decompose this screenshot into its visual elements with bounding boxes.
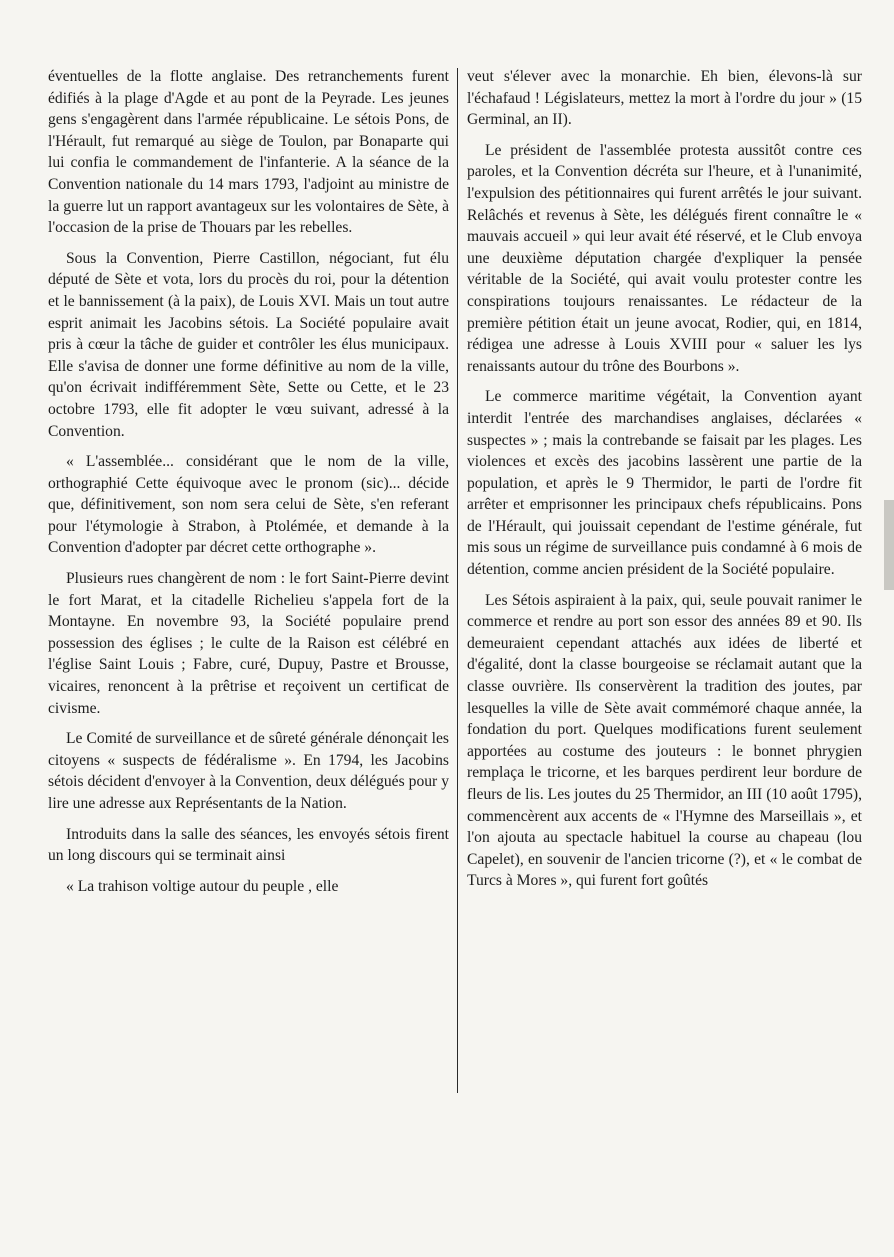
paragraph-expulsion: Le président de l'assemblée protesta aussitôt contre ces paroles, et la Convention décréta sur l'heure, et à l'unanimité, l'expulsion des pétitionnaires qui furent arrêtés le jour suivant. Relâchés et revenus à Sète, les délégués firent connaître le « mauvais accueil » qui leur avait été réservé, et le Club envoya une deuxième députation chargée d'expliquer la pensée véritable de la Société, qui avait voulu protester contre les conspirations toujours renaissantes. Le rédacteur de la première pétition était un jeune avocat, Rodier, qui, en 1814, rédigea une adresse à Louis XVIII pour « saluer les lys renaissants autour du trône des Bourbons ». xyxy=(467,141,862,375)
right-column xyxy=(467,66,862,901)
paragraph-assembly-quote: « L'assemblée... considérant que le nom de la ville, orthographié Cette équivoque avec le pronom (sic)... décide que, définitivement, son nom sera celui de Sète, s'en referant pour l'étymologie à Strabon, à Ptolémée, et demande à la Convention d'adopter par décret cette orthographe ». xyxy=(48,453,449,557)
paragraph-maritime-commerce: Le commerce maritime végétait, la Convention ayant interdit l'entrée des marchandises anglaises, déclarées « suspectes » ; mais la contrebande se faisait par les plages. Les violences et excès des jacobins lassèrent une partie de la population, et après le 9 Thermidor, le parti de l'ordre fit arrêter et emprisonner les principaux chefs républicains. Pons de l'Hérault, qui jouissait cependant de l'estime générale, fut mis sous un régime de surveillance puis condamné à 6 mois de détention, comme ancien président de la Société populaire. xyxy=(467,388,862,579)
paragraph-treason-quote: « La trahison voltige autour du peuple , elle xyxy=(66,877,339,895)
paragraph-streets-renamed: Plusieurs rues changèrent de nom : le fort Saint-Pierre devint le fort Marat, et la citadelle Richelieu s'appela fort de la Montayne. En novembre 93, la Société populaire prend possession des églises ; le culte de la Raison est célébré en l'église Saint Louis ; Fabre, curé, Dupuy, Pastre et Brousse, vicaires, renoncent à la prêtrise et reçoivent un certificat de civisme. xyxy=(48,570,449,717)
scan-margin-shadow xyxy=(884,500,894,590)
paragraph-surveillance-committee: Le Comité de surveillance et de sûreté générale dénonçait les citoyens « suspects de fédéralisme ». En 1794, les Jacobins sétois décident d'envoyer à la Convention, deux délégués pour y lire une adresse aux Représentants de la Nation. xyxy=(48,730,449,812)
paragraph-defences: éventuelles de la flotte anglaise. Des retranchements furent édifiés à la plage d'Agde et au pont de la Peyrade. Les jeunes gens s'engagèrent dans l'armée républicaine. Le sétois Pons, de l'Hérault, fut remarqué au siège de Toulon, par Bonaparte qui lui confia le commandement de l'infanterie. A la séance de la Convention nationale du 14 mars 1793, l'adjoint au ministre de la guerre lut un rapport avantageux sur les volontaires de Sète, à l'occasion de la prise de Thouars par les rebelles. xyxy=(48,68,449,237)
paragraph-monarchy-quote: veut s'élever avec la monarchie. Eh bien, élevons-là sur l'échafaud ! Législateurs, mettez la mort à l'ordre du jour » (15 Germinal, an II). xyxy=(467,68,862,129)
paragraph-envoys: Introduits dans la salle des séances, les envoyés sétois firent un long discours qui se terminait ainsi xyxy=(48,825,449,865)
paragraph-convention: Sous la Convention, Pierre Castillon, négociant, fut élu député de Sète et vota, lors du procès du roi, pour la détention et le bannissement (à la paix), de Louis XVI. Mais un tout autre esprit animait les Jacobins sétois. La Société populaire avait pris à cœur la tâche de guider et contrôler les élus municipaux. Elle s'avisa de donner une forme définitive au nom de la ville, qu'on écrivait indifféremment Sète, Sette ou Cette, et le 23 octobre 1793, elle fit adopter le vœu suivant, adressé à la Convention. xyxy=(48,249,449,440)
paragraph-jousts: Les Sétois aspiraient à la paix, qui, seule pouvait ranimer le commerce et rendre au port son essor des années 89 et 90. Ils demeuraient cependant attachés aux idées de liberté et d'égalité, dont la classe bourgeoise se réclamait autant que la classe ouvrière. Ils conservèrent la tradition des joutes, par lesquelles la ville de Sète avait commémoré chaque année, la fondation du port. Quelques modifications furent seulement apportées au costume des jouteurs : le bonnet phrygien remplaça le tricorne, et les barques perdirent leur bordure de fleurs de lis. Les joutes du 25 Thermidor, an III (10 août 1795), commencèrent aux accents de « l'Hymne des Marseillais », et l'on ajouta au spectacle habituel la course au chapeau (lou Capelet), en souvenir de l'ancien tricorne (?), et « le combat de Turcs à Mores », qui furent fort goûtés xyxy=(467,591,862,890)
left-column xyxy=(48,66,449,906)
column-divider xyxy=(457,68,458,1093)
